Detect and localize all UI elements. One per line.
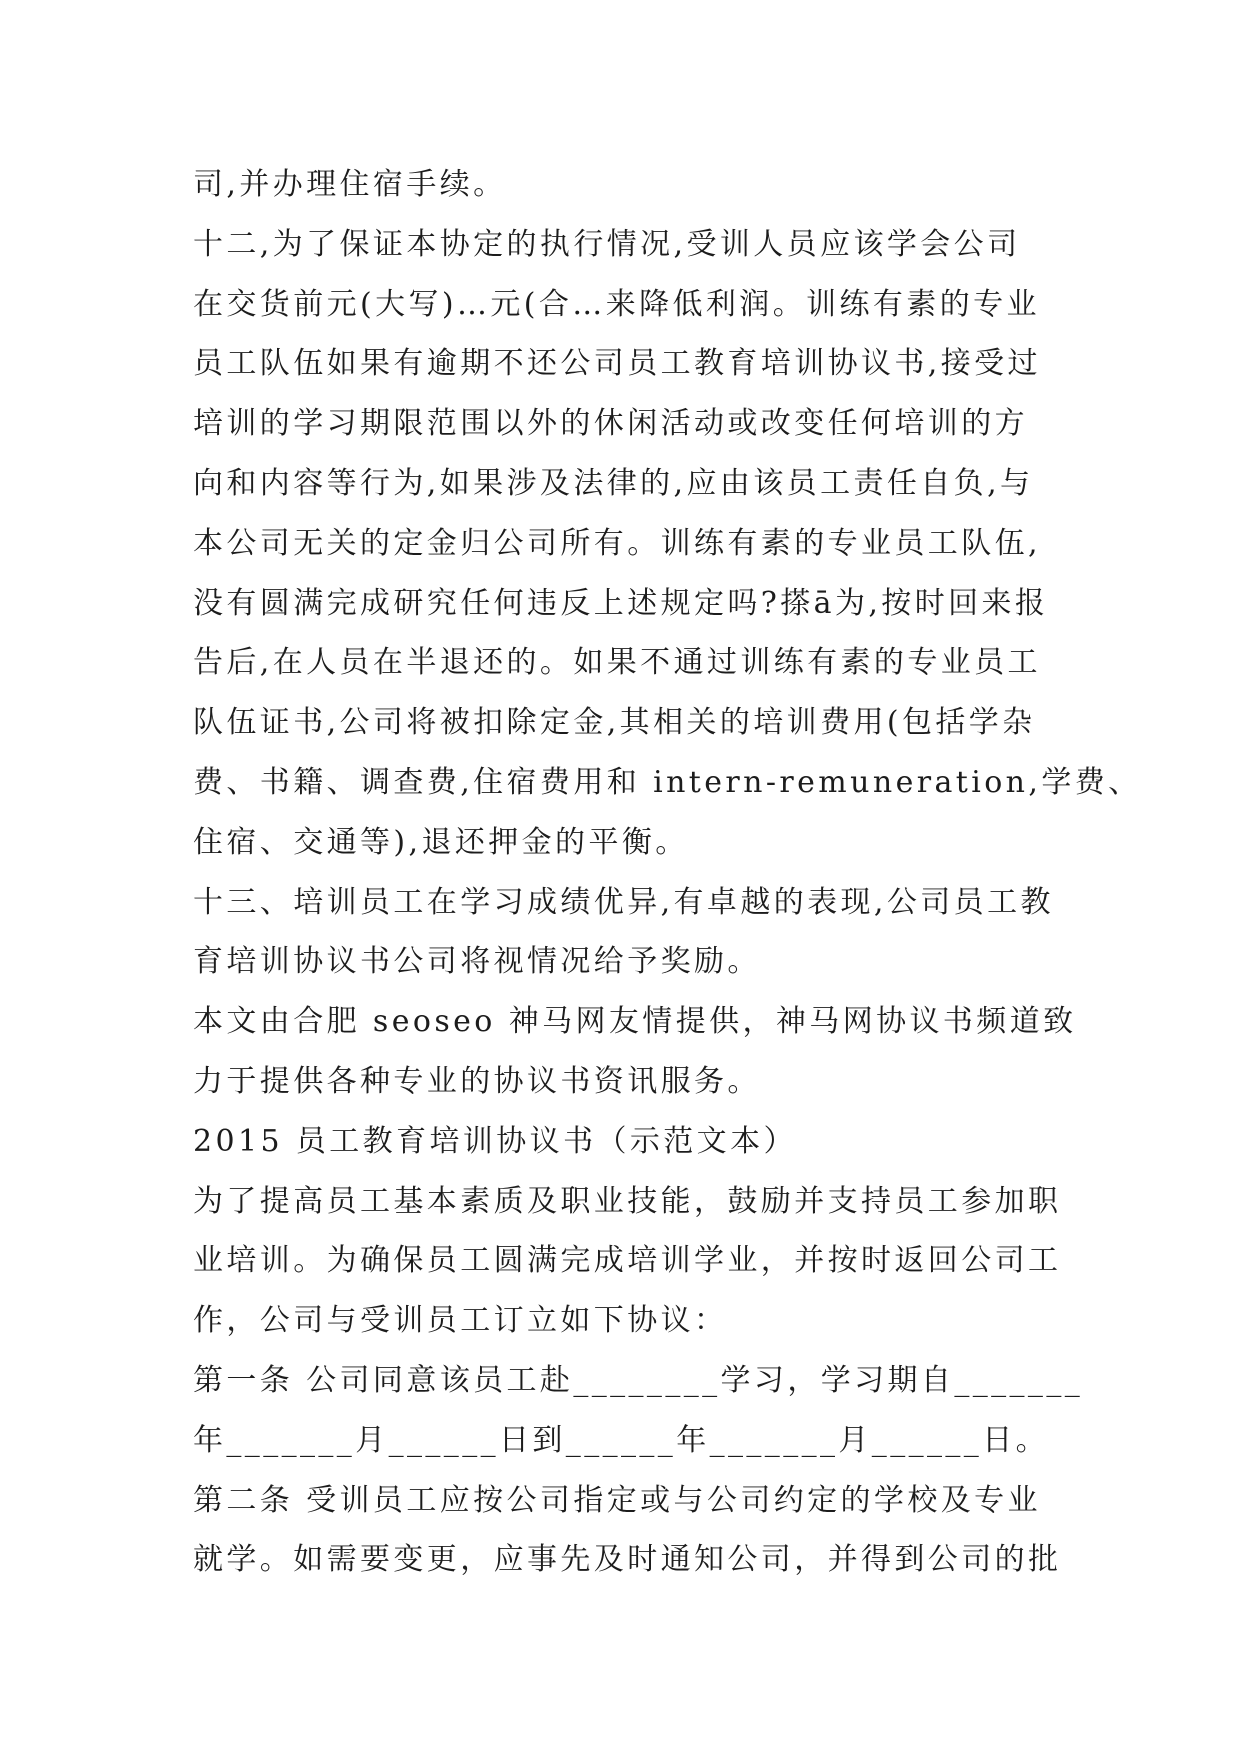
text-line: 培训的学习期限范围以外的休闲活动或改变任何培训的方: [193, 406, 1028, 442]
text-line: 员工队伍如果有逾期不还公司员工教育培训协议书,接受过: [193, 346, 1041, 382]
article-line: 第一条 公司同意该员工赴________学习，学习期自_______: [193, 1362, 1084, 1398]
text-line: 队伍证书,公司将被扣除定金,其相关的培训费用(包括学杂: [193, 705, 1036, 741]
text-line: 作，公司与受训员工订立如下协议：: [193, 1303, 728, 1339]
text-line: 十三、培训员工在学习成绩优异,有卓越的表现,公司员工教: [193, 884, 1054, 920]
text-line: 力于提供各种专业的协议书资讯服务。: [193, 1063, 761, 1099]
text-line: 本公司无关的定金归公司所有。训练有素的专业员工队伍,: [193, 525, 1041, 561]
document-body: [193, 155, 1142, 1590]
text-line: 告后,在人员在半退还的。如果不通过训练有素的专业员工: [193, 645, 1041, 681]
section-heading: 2015 员工教育培训协议书（示范文本）: [193, 1123, 797, 1159]
text-line: 向和内容等行为,如果涉及法律的,应由该员工责任自负,与: [193, 465, 1034, 501]
article-line: 第二条 受训员工应按公司指定或与公司约定的学校及专业: [193, 1482, 1041, 1518]
text-line: 没有圆满完成研究任何违反上述规定吗?搽ā为,按时回来报: [193, 585, 1049, 621]
article-line: 年_______月______日到______年_______月______日。: [193, 1422, 1049, 1458]
text-line: 费、书籍、调查费,住宿费用和 intern-remuneration,学费、: [193, 764, 1142, 800]
text-line: 在交货前元(大写)…元(合…来降低利润。训练有素的专业: [193, 286, 1040, 322]
text-line: 业培训。为确保员工圆满完成培训学业，并按时返回公司工: [193, 1243, 1062, 1279]
text-line: 育培训协议书公司将视情况给予奖励。: [193, 944, 761, 980]
text-line: 住宿、交通等),退还押金的平衡。: [193, 824, 689, 860]
article-line: 就学。如需要变更，应事先及时通知公司，并得到公司的批: [193, 1542, 1062, 1578]
text-line: 司,并办理住宿手续。: [193, 167, 507, 202]
text-line: 为了提高员工基本素质及职业技能，鼓励并支持员工参加职: [193, 1183, 1062, 1219]
text-line: 十二,为了保证本协定的执行情况,受训人员应该学会公司: [193, 226, 1021, 262]
text-line: 本文由合肥 seoseo 神马网友情提供，神马网协议书频道致: [193, 1004, 1077, 1040]
